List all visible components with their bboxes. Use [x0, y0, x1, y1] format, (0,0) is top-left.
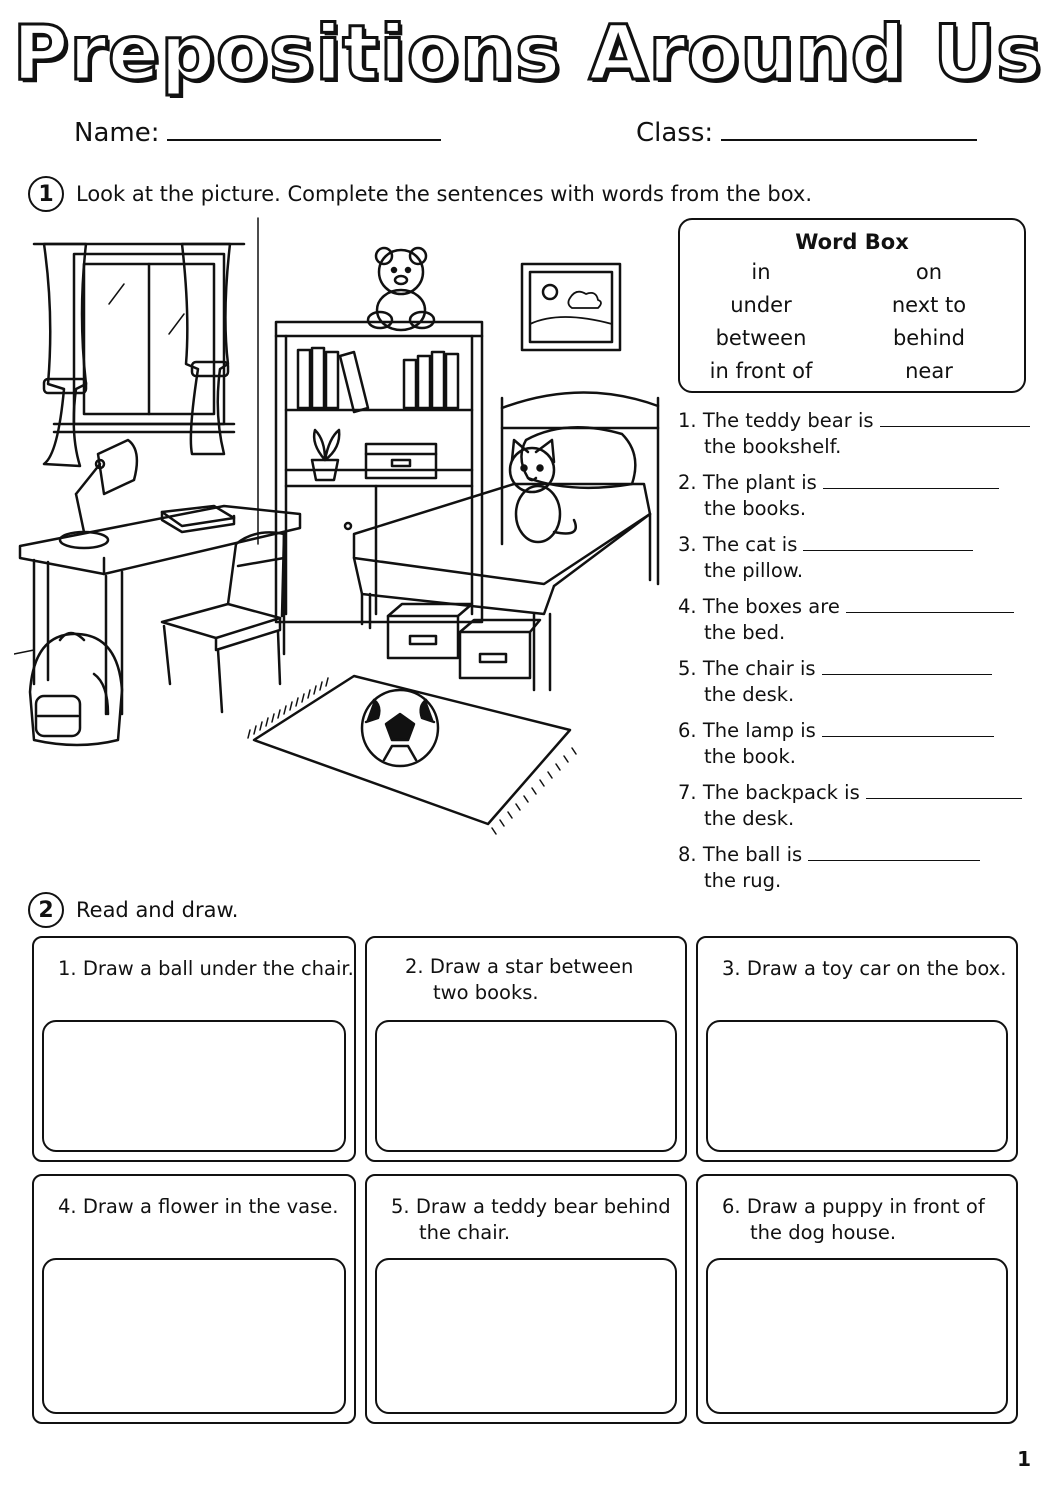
section-2-number: 2	[28, 892, 64, 928]
sentence-text-end: the desk.	[704, 683, 795, 706]
task-number: 1.	[58, 957, 77, 980]
sentence-text: The backpack is	[702, 781, 860, 804]
draw-task-prompt	[58, 956, 354, 1008]
task-text: Draw a toy car on the box.	[746, 957, 1007, 980]
bed-icon	[354, 392, 658, 690]
draw-task-1	[32, 936, 356, 1162]
sentence-text: The cat is	[702, 533, 798, 556]
name-field[interactable]	[74, 118, 441, 148]
task-text-2	[58, 983, 86, 1006]
wall-picture-icon	[522, 264, 620, 350]
sentence-7	[678, 780, 1022, 832]
draw-task-2	[365, 936, 687, 1162]
class-line[interactable]	[721, 119, 977, 141]
drawing-area[interactable]	[42, 1020, 346, 1152]
task-number: 5.	[391, 1195, 410, 1218]
sentence-text: The plant is	[702, 471, 817, 494]
section-1-heading	[28, 176, 812, 212]
sentence-number: 6.	[678, 719, 697, 742]
draw-task-prompt	[722, 1194, 985, 1246]
drawing-area[interactable]	[375, 1020, 677, 1152]
word-under: under	[730, 293, 792, 317]
sentence-text-end: the bed.	[704, 621, 786, 644]
sentence-text: The boxes are	[702, 595, 840, 618]
class-field[interactable]	[636, 118, 977, 148]
answer-blank[interactable]	[822, 658, 992, 675]
chair-icon	[162, 532, 284, 712]
sentence-1	[678, 408, 1030, 460]
backpack-icon	[30, 633, 122, 745]
section-2-heading	[28, 892, 238, 928]
name-line[interactable]	[167, 119, 441, 141]
task-text: Draw a teddy bear behind	[415, 1195, 671, 1218]
sentence-number: 2.	[678, 471, 697, 494]
task-text-2: the dog house.	[750, 1221, 897, 1244]
word-near: near	[905, 359, 953, 383]
draw-task-prompt	[58, 1194, 338, 1246]
task-number: 2.	[405, 955, 424, 978]
sentence-4	[678, 594, 1014, 646]
drawing-area[interactable]	[42, 1258, 346, 1414]
teddy-bear-icon	[368, 248, 434, 330]
sentence-number: 1.	[678, 409, 697, 432]
word-between: between	[715, 326, 807, 350]
task-text-2: two books.	[433, 981, 539, 1004]
word-box-title: Word Box	[795, 230, 909, 254]
answer-blank[interactable]	[823, 472, 999, 489]
name-label: Name:	[74, 118, 160, 148]
sentence-5	[678, 656, 992, 708]
draw-task-5	[365, 1174, 687, 1424]
word-box	[678, 218, 1026, 393]
word-next-to: next to	[891, 293, 967, 317]
sentence-text-end: the bookshelf.	[704, 435, 842, 458]
task-text-2	[722, 983, 750, 1006]
task-number: 3.	[722, 957, 741, 980]
task-text: Draw a puppy in front of	[746, 1195, 985, 1218]
word-on: on	[915, 260, 943, 284]
draw-task-4	[32, 1174, 356, 1424]
sentence-number: 8.	[678, 843, 697, 866]
drawing-area[interactable]	[375, 1258, 677, 1414]
task-number: 6.	[722, 1195, 741, 1218]
answer-blank[interactable]	[846, 596, 1014, 613]
answer-blank[interactable]	[808, 844, 980, 861]
word-in: in	[751, 260, 771, 284]
sentence-text: The ball is	[702, 843, 803, 866]
sentence-number: 3.	[678, 533, 697, 556]
worksheet-title: Prepositions Around Us	[12, 8, 1043, 97]
section-1-number: 1	[28, 176, 64, 212]
sentence-text-end: the rug.	[704, 869, 782, 892]
sentence-text-end: the pillow.	[704, 559, 804, 582]
task-text-2: the chair.	[419, 1221, 511, 1244]
cat-icon	[510, 440, 576, 542]
sentence-2	[678, 470, 999, 522]
word-in-front-of: in front of	[709, 359, 813, 383]
drawing-area[interactable]	[706, 1258, 1008, 1414]
draw-task-6	[696, 1174, 1018, 1424]
soccer-ball-icon	[362, 690, 438, 766]
sentence-3	[678, 532, 973, 584]
drawing-area[interactable]	[706, 1020, 1008, 1152]
sentence-text: The lamp is	[702, 719, 816, 742]
word-behind: behind	[892, 326, 966, 350]
task-text: Draw a flower in the vase.	[82, 1195, 339, 1218]
answer-blank[interactable]	[803, 534, 973, 551]
page-number: 1	[1017, 1447, 1031, 1471]
sentence-text: The chair is	[702, 657, 816, 680]
sentence-text-end: the desk.	[704, 807, 795, 830]
sentence-text: The teddy bear is	[702, 409, 874, 432]
bedroom-illustration	[14, 214, 674, 854]
answer-blank[interactable]	[822, 720, 994, 737]
draw-task-3	[696, 936, 1018, 1162]
section-2-instruction: Read and draw.	[76, 898, 239, 922]
class-label: Class:	[636, 118, 714, 148]
answer-blank[interactable]	[866, 782, 1022, 799]
section-1-instruction: Look at the picture. Complete the sentences with words from the box.	[76, 182, 812, 206]
task-number: 4.	[58, 1195, 77, 1218]
task-text-2	[58, 1221, 86, 1244]
answer-blank[interactable]	[880, 410, 1030, 427]
task-text: Draw a ball under the chair.	[82, 957, 354, 980]
sentence-6	[678, 718, 994, 770]
sentence-number: 5.	[678, 657, 697, 680]
draw-task-prompt	[405, 954, 633, 1006]
task-text: Draw a star between	[429, 955, 634, 978]
sentence-8	[678, 842, 980, 894]
bookshelf-icon	[276, 322, 482, 622]
sentence-number: 4.	[678, 595, 697, 618]
sentence-text-end: the book.	[704, 745, 796, 768]
sentence-text-end: the books.	[704, 497, 807, 520]
draw-task-prompt	[391, 1194, 671, 1246]
draw-task-prompt	[722, 956, 1006, 1008]
window-icon	[34, 244, 244, 466]
sentence-number: 7.	[678, 781, 697, 804]
